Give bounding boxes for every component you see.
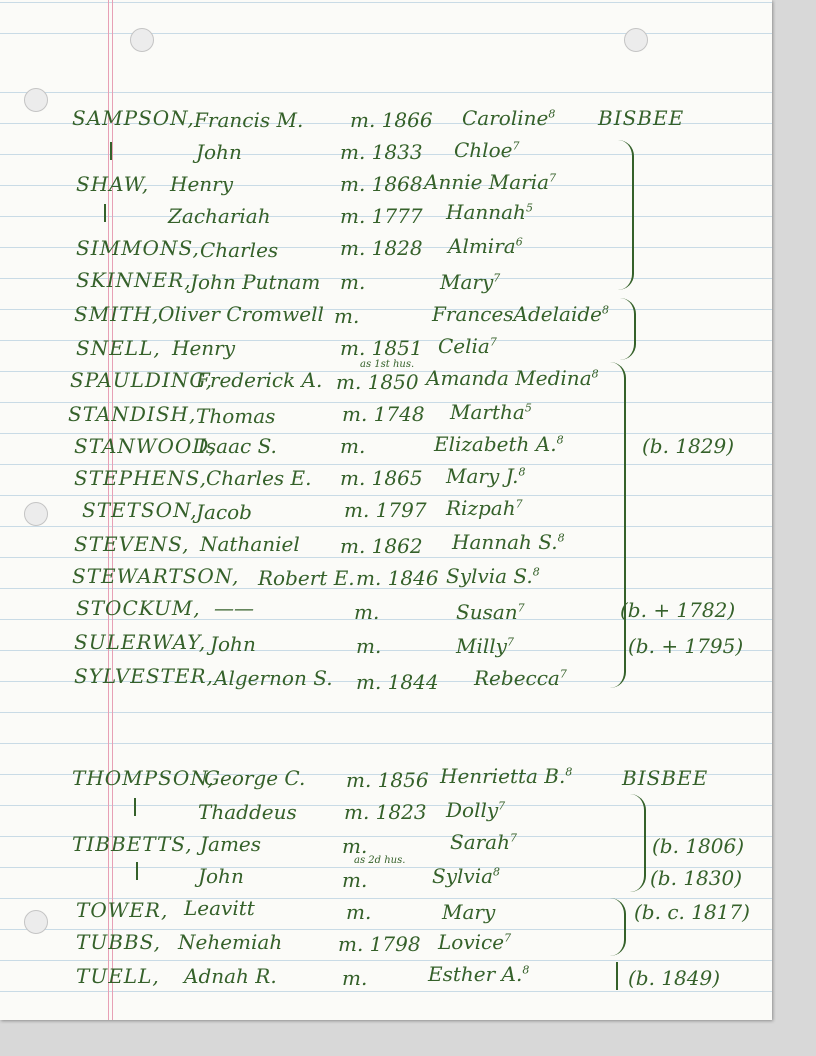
- birth-note: (b. 1849): [628, 966, 721, 990]
- given-name: Oliver Cromwell: [158, 302, 324, 326]
- birth-note: (b. c. 1817): [634, 900, 750, 924]
- marriage: m. 1797: [344, 498, 427, 522]
- given-name: John: [198, 864, 244, 888]
- given-name: Charles E.: [206, 466, 312, 490]
- wife: Henrietta B.$^8$: [440, 764, 573, 788]
- given-name: John Putnam: [190, 270, 321, 294]
- marriage: m. 1866: [350, 108, 433, 132]
- marriage: m.: [340, 270, 366, 294]
- given-name: Isaac S.: [198, 434, 277, 458]
- wife: Annie Maria$^7$: [424, 170, 557, 194]
- wife: Mary$^7$: [440, 270, 501, 294]
- given-name: Charles: [200, 238, 279, 262]
- surname: SMITH,: [74, 302, 160, 326]
- marriage: m.: [354, 600, 380, 624]
- surname: STEWARTSON,: [72, 564, 240, 588]
- wife: Chloe$^7$: [454, 138, 520, 162]
- given-name: Henry: [170, 172, 234, 196]
- wife: Esther A.$^8$: [428, 962, 530, 986]
- surname: SKINNER,: [76, 268, 192, 292]
- punch-hole: [24, 502, 48, 526]
- wife: FrancesAdelaide$^8$: [432, 302, 609, 326]
- given-name: Robert E.: [258, 566, 355, 590]
- bracket: [616, 962, 618, 990]
- punch-hole: [24, 88, 48, 112]
- given-name: John: [196, 140, 242, 164]
- given-name: Adnah R.: [184, 964, 277, 988]
- surname: THOMPSON,: [72, 766, 215, 790]
- wife: Hannah S.$^8$: [452, 530, 565, 554]
- wife: Rebecca$^7$: [474, 666, 567, 690]
- surname-tag: BISBEE: [622, 766, 709, 790]
- punch-hole: [24, 910, 48, 934]
- bracket: [610, 898, 626, 956]
- marriage: m. 1798: [338, 932, 421, 956]
- given-name: Nathaniel: [200, 532, 300, 556]
- given-name: George C.: [204, 766, 306, 790]
- marriage: m. 1844: [356, 670, 439, 694]
- given-name: Thomas: [196, 404, 276, 428]
- surname: SIMMONS,: [76, 236, 200, 260]
- margin-note: as 1st hus.: [360, 359, 415, 370]
- marriage: m. 1828: [340, 236, 423, 260]
- margin-note: as 2d hus.: [354, 855, 406, 866]
- birth-note: (b. 1830): [650, 866, 743, 890]
- wife: Milly$^7$: [456, 634, 514, 658]
- wife: Mary J.$^8$: [446, 464, 526, 488]
- punch-hole: [130, 28, 154, 52]
- given-name: Henry: [172, 336, 236, 360]
- surname: TIBBETTS,: [72, 832, 193, 856]
- wife: Hannah$^5$: [446, 200, 533, 224]
- given-name: ——: [214, 596, 254, 620]
- surname: STETSON,: [82, 498, 198, 522]
- surname: STEVENS,: [74, 532, 190, 556]
- marriage: m.: [342, 834, 368, 858]
- given-name: Thaddeus: [198, 800, 297, 824]
- surname: SAMPSON,: [72, 106, 195, 130]
- surname: SULERWAY,: [74, 630, 207, 654]
- given-name: Jacob: [196, 500, 252, 524]
- birth-note: (b. + 1782): [620, 598, 736, 622]
- wife: Almira$^6$: [448, 234, 523, 258]
- marriage: m.: [356, 634, 382, 658]
- surname: TUELL,: [76, 964, 160, 988]
- marriage: m. 1846: [356, 566, 439, 590]
- birth-note: (b. 1806): [652, 834, 745, 858]
- wife: Amanda Medina$^8$: [426, 366, 599, 390]
- marriage: m.: [340, 434, 366, 458]
- surname: STEPHENS,: [74, 466, 207, 490]
- ditto-mark: [110, 142, 112, 160]
- wife: Lovice$^7$: [438, 930, 512, 954]
- surname: STOCKUM,: [76, 596, 201, 620]
- marriage: m. 1777: [340, 204, 423, 228]
- surname-tag: BISBEE: [598, 106, 685, 130]
- marriage: m.: [334, 304, 360, 328]
- surname: STANWOOD,: [74, 434, 216, 458]
- birth-note: (b. + 1795): [628, 634, 744, 658]
- bracket: [586, 140, 634, 290]
- marriage: m.: [342, 966, 368, 990]
- given-name: James: [200, 832, 262, 856]
- birth-note: (b. 1829): [642, 434, 735, 458]
- bracket: [596, 362, 626, 688]
- wife: Martha$^5$: [450, 400, 532, 424]
- given-name: Francis M.: [194, 108, 304, 132]
- marriage: m.: [346, 900, 372, 924]
- given-name: Leavitt: [184, 896, 255, 920]
- surname: SYLVESTER,: [74, 664, 214, 688]
- marriage: m.: [342, 868, 368, 892]
- marriage: m. 1865: [340, 466, 423, 490]
- marriage: m. 1851: [340, 336, 423, 360]
- ditto-mark: [136, 862, 138, 880]
- marriage: m. 1823: [344, 800, 427, 824]
- wife: Susan$^7$: [456, 600, 525, 624]
- given-name: Nehemiah: [178, 930, 283, 954]
- marriage: m. 1850: [336, 370, 419, 394]
- wife: Caroline$^8$: [462, 106, 556, 130]
- given-name: Algernon S.: [214, 666, 333, 690]
- ditto-mark: [104, 204, 106, 222]
- bracket: [612, 794, 646, 892]
- wife: Celia$^7$: [438, 334, 497, 358]
- punch-hole: [624, 28, 648, 52]
- marriage: m. 1862: [340, 534, 423, 558]
- surname: TOWER,: [76, 898, 169, 922]
- marriage: m. 1833: [340, 140, 423, 164]
- surname: SNELL,: [76, 336, 161, 360]
- given-name: John: [210, 632, 256, 656]
- wife: Elizabeth A.$^8$: [434, 432, 564, 456]
- wife: Sylvia$^8$: [432, 864, 501, 888]
- given-name: Frederick A.: [196, 368, 323, 392]
- surname: STANDISH,: [68, 402, 197, 426]
- bracket: [596, 298, 636, 360]
- ditto-mark: [134, 798, 136, 816]
- marriage: m. 1868: [340, 172, 423, 196]
- wife: Mary: [442, 900, 496, 924]
- marriage: m. 1748: [342, 402, 425, 426]
- marriage: m. 1856: [346, 768, 429, 792]
- given-name: Zachariah: [168, 204, 271, 228]
- surname: SHAW,: [76, 172, 150, 196]
- wife: Dolly$^7$: [446, 798, 506, 822]
- surname: TUBBS,: [76, 930, 161, 954]
- wife: Sylvia S.$^8$: [446, 564, 540, 588]
- wife: Rizpah$^7$: [446, 496, 523, 520]
- wife: Sarah$^7$: [450, 830, 517, 854]
- surname: SPAULDING,: [70, 368, 213, 392]
